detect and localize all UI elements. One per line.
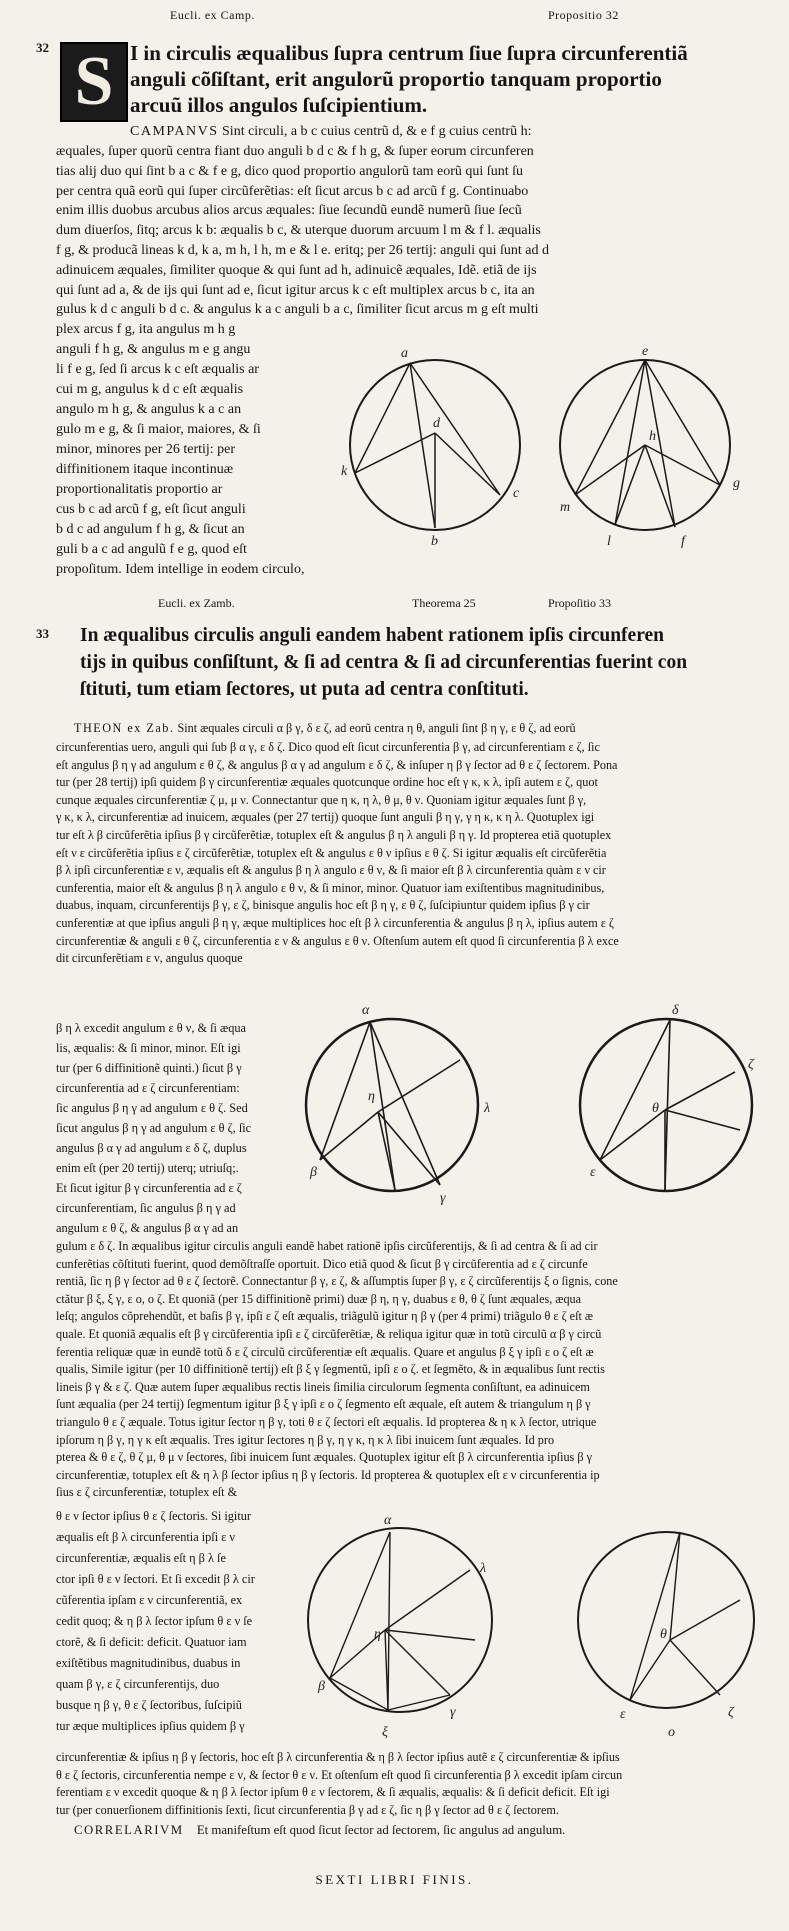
column-line: exiſtẽtibus magnitudinibus, duabus in <box>56 1656 241 1670</box>
commentary-line: circunferentiæ & ipſius η β γ ſectoris, hoc eſt β λ circunferentia & η β λ ſector ipſius autẽ ε ζ circunferentiæ & ipſius <box>56 1750 620 1764</box>
campanus-label: CAMPANVS <box>130 124 219 139</box>
fig2-label: ε <box>590 1165 596 1180</box>
fig3-label: γ <box>450 1705 456 1720</box>
fig1-label: a <box>401 346 408 361</box>
commentary-line: triangulo θ ε ζ æquale. Totus igitur ſector η β γ, toti θ ε ζ ſectori eſt æqualis. Id propterea & η κ λ ſector, utrique <box>56 1414 597 1429</box>
commentary-line: eſt ν ε circũferẽtia ipſius ε ζ circũferẽtiæ, totuplex eſt & angulus ε θ ν ipſius ε θ ζ. Si igitur æqualis eſt circũferẽtia <box>56 845 607 860</box>
column-line: tur (per 6 diffinitionẽ quinti.) ſicut β γ <box>56 1061 242 1075</box>
commentary-line: f g, & producã lineas k d, k a, m h, l h, m e & l e. eritq; per 26 tertij: anguli qui ſunt ad d <box>56 242 550 258</box>
running-head-right: Propositio 32 <box>548 8 619 22</box>
column-line: ſicut angulus β η γ ad angulum ε θ ζ, ſic <box>56 1121 252 1135</box>
column-line: β η λ excedit angulum ε θ ν, & ſi æqua <box>56 1021 246 1035</box>
fig1-label: b <box>431 534 438 549</box>
theon-commentary-2 <box>56 1238 776 1502</box>
commentary-line: lineis β γ & ε ζ. Quæ autem ſuper æqualibus rectis lineis ſimilia circulorum ſegmenta conſiſtunt, ea adinuicem <box>56 1379 590 1394</box>
column-line: quam β γ, ε ζ circunferentijs, duo <box>56 1677 220 1691</box>
enunciation-line: I in circulis æqualibus ſupra centrum ſiue ſupra circunferentiã <box>130 41 688 65</box>
column-line: cedit quoq; & η β λ ſector ipſum θ ε ν ſe <box>56 1614 253 1628</box>
commentary-line: tur (per 28 tertij) ipſi quidem β γ circunferentiæ æquales quotcunque ordine hoc eſt γ κ, κ λ, ipſi autem ε ζ, quot <box>56 775 598 790</box>
theorem-label: Theorema 25 <box>412 596 476 610</box>
theon-commentary <box>56 739 776 968</box>
commentary-line: ferentia reliquæ quæ in eundẽ totũ δ ε ζ circulũ circũferentiæ eſt æqualis. Quare et angulus β ξ γ ipſi ε ο ζ eſt æ <box>56 1344 594 1359</box>
fig3-label: ε <box>620 1707 626 1722</box>
campanus-first-line <box>130 122 532 142</box>
column-line: cũferentia ipſam ε ν circunferentiã, ex <box>56 1593 243 1607</box>
column-line: minor, minores per 26 tertij: per <box>56 442 236 457</box>
decorated-initial <box>60 42 128 122</box>
proposition-label: Propoſitio 33 <box>548 596 612 610</box>
column-line: æqualis eſt β λ circunferentia ipſi ε ν <box>56 1530 235 1544</box>
fig1-label: d <box>433 416 440 431</box>
column-line: diffinitionem itaque incontinuæ <box>56 462 234 477</box>
fig3-label: θ <box>660 1627 667 1642</box>
fig1-label: k <box>341 464 348 479</box>
fig3-label: ο <box>668 1725 675 1740</box>
column-line: Et ſicut igitur β γ circunferentia ad ε ζ <box>56 1181 242 1195</box>
commentary-line: ferentiam ε ν excedit quoque & η β λ ſector ipſum θ ε ν ſectorem, & ſi æqualis, æqualis: & ſi deficit deficit. Eſt igi <box>56 1785 610 1800</box>
commentary-line: circunferentias uero, anguli qui ſub β α γ, ε δ ζ. Dico quod eſt ſicut circunferentia β γ, ad circunferentiam ε ζ, ſic <box>56 740 600 754</box>
enunciation-line: tijs in quibus conſiſtunt, & ſi ad centra & ſi ad circunferentias fuerint con <box>80 652 688 673</box>
column-line: enim eſt (per 20 tertij) uterq; utriuſq;. <box>56 1161 239 1175</box>
theon-column-2 <box>56 1506 306 1737</box>
column-line: cus b c ad arcũ f g, eſt ſicut anguli <box>56 502 246 517</box>
enunciation-line: In æqualibus circulis anguli eandem habent rationem ipſis circunferen <box>80 625 664 646</box>
enunciation-line: anguli cõſiſtant, erit angulorũ proportio tanquam proportio <box>130 67 662 91</box>
commentary-line: cunferentiæ at que ipſius anguli β η γ, æque multiplices hoc eſt β λ circunferentia & angulus β η λ, ipſius autem ε ζ <box>56 915 614 930</box>
column-line: angulus β α γ ad angulum ε δ ζ, duplus <box>56 1141 247 1155</box>
fig3-label: β <box>318 1679 325 1694</box>
column-line: busque η β γ, θ ε ζ ſectoribus, ſuſcipiũ <box>56 1698 242 1712</box>
column-line: lis, æqualis: & ſi minor, minor. Eſt igi <box>56 1041 241 1055</box>
enunciation-32 <box>130 40 750 118</box>
proposition-number: 33 <box>36 626 49 641</box>
column-line: b d c ad angulum f h g, & ſicut an <box>56 522 245 537</box>
commentary-line: tur eſt λ β circũferẽtia ipſius β γ circũferẽtiæ, totuplex eſt & angulus β η λ anguli β η γ. Id propterea etiã quotuplex <box>56 827 612 842</box>
commentary-line: enim illis duobus arcubus alios arcus æquales: ſiue ſecundũ eundẽ numerũ ſiue ſecũ <box>56 203 522 219</box>
enunciation-line: ſtituti, tum etiam ſectores, ut puta ad centra conſtituti. <box>80 679 529 700</box>
correlarium-label: CORRELARIVM <box>74 1823 184 1837</box>
fig3-label: λ <box>480 1561 487 1576</box>
commentary-line: duabus, inquam, circunferentijs β γ, ε ζ, binisque angulis hoc eſt β η γ, ε θ ζ, ſuſcipiuntur quidem ipſius β γ cir <box>56 898 590 913</box>
commentary-line: γ κ, κ λ, circunferentiæ ad inuicem, æquales (per 27 tertij) quoque ſunt anguli β η γ, γ η κ, κ η λ. Quotuplex igi <box>56 810 595 825</box>
fig2-label: ζ <box>748 1057 754 1072</box>
fig1-label: h <box>649 429 656 444</box>
commentary-line: tias alij duo qui ſint b a c & f e g, dico quod proportio angulorũ tam eorũ qui ſunt ſu <box>56 163 523 179</box>
column-line: propoſitum. Idem intellige in eodem circulo, <box>56 562 305 577</box>
commentary-line: gulum ε δ ζ. In æqualibus igitur circulis anguli eandẽ habet rationẽ ipſis circũferentijs, & ſi ad centra & ſi ad cir <box>56 1239 598 1253</box>
correlarium-text: Et manifeſtum eſt quod ſicut ſector ad ſectorem, ſic angulus ad angulum. <box>196 1823 566 1837</box>
column-line: anguli f h g, & angulus m e g angu <box>56 342 251 357</box>
figure-prop32 <box>341 344 765 570</box>
commentary-line: dum diuerſos, ſitq; arcus k b: æqualis b c, & uterque duorum arcuum l m & f l. æqualis <box>56 223 541 239</box>
fig1-label: l <box>607 534 611 549</box>
commentary-line: ſunt æqualia (per 24 tertij) ſegmentum igitur β ξ γ ipſi ε ο ζ ſegmento eſt æquale, eſt autem & triangulum η β γ <box>56 1397 591 1412</box>
commentary-line: rentiã, ſic η β γ ſector ad θ ε ζ ſectorẽ. Connectantur β γ, ε ζ, & aſſumptis ſuper β γ, ε ζ circũferentijs ξ ο ſignis, cone <box>56 1274 618 1289</box>
commentary-line: circunferentiæ, totuplex eſt & η λ β ſector ipſius η β γ ſectoris. Id propterea & quotuplex eſt ε ν circunferentia ip <box>56 1467 600 1482</box>
fig2-label: λ <box>484 1101 491 1116</box>
theon-column-1 <box>56 1018 306 1238</box>
column-line: θ ε ν ſector ipſius θ ε ζ ſectoris. Si igitur <box>56 1509 251 1523</box>
commentary-line: cunferẽtias cõſtituti fuerint, quod demõſtraſſe oportuit. Dico etiã quod & ſicut β γ circũferentia ad ε ζ circunfe <box>56 1256 588 1271</box>
fig1-label: f <box>681 534 685 549</box>
fig3-label: α <box>384 1513 392 1528</box>
campanus-commentary <box>56 142 756 320</box>
fig2-label: θ <box>652 1101 659 1116</box>
figure-prop33-sectors <box>300 1510 760 1745</box>
fig2-label: γ <box>440 1191 446 1206</box>
fig3-label: η <box>374 1627 381 1642</box>
commentary-line: adinuicem æquales, ſimiliter quoque & qui ſunt ad h, adinuicẽ æquales, Idẽ. etiã de ijs <box>56 262 537 278</box>
commentary-line: quale. Et quoniã æqualis eſt β γ circũferentia ipſi ε ζ circũferẽtiæ, & reliqua igitur quæ in totũ circulũ α β γ circũ <box>56 1326 602 1341</box>
column-line: gulo m e g, & ſi maior, maiores, & ſi <box>56 422 261 437</box>
commentary-line: β λ ipſi circunferentiæ ε ν, æqualis eſt & angulus β η λ angulo ε θ ν, & ſi maior eſt β λ circunferentia quàm ε ν cir <box>56 863 606 878</box>
column-line: ſic angulus β η γ ad angulum ε θ ζ. Sed <box>56 1101 248 1115</box>
fig2-label: δ <box>672 1003 679 1018</box>
commentary-line: cunque æquales circunferentiæ ζ μ, μ ν. Connectantur que η κ, η λ, θ μ, θ ν. Quoniam igitur æquales ſunt β γ, <box>56 792 587 807</box>
fig2-label: η <box>368 1089 375 1104</box>
correlarium <box>74 1822 565 1840</box>
commentary-line: circunferentiæ & anguli ε θ ζ, circunferentia ε ν & angulus ε θ ν. Oſtenſum autem eſt quod ſi circunferentia β λ exce <box>56 933 619 948</box>
commentary-line: tur (per conuerſionem diffinitionis ſexti, ſicut circunferentia β γ ad ε ζ, ſic η β γ ſector ad θ ε ζ ſectorem. <box>56 1802 559 1817</box>
column-line: plex arcus f g, ita angulus m h g <box>56 322 236 337</box>
fig2-label: α <box>362 1003 370 1018</box>
fig1-label: e <box>642 344 649 359</box>
column-line: guli b a c ad angulũ f e g, quod eſt <box>56 542 247 557</box>
running-head-left: Eucli. ex Camp. <box>170 8 255 22</box>
column-line: ctorẽ, & ſi deficit: deficit. Quatuor iam <box>56 1635 247 1649</box>
commentary-line: ſius ε ζ circunferentiæ, totuplex eſt & <box>56 1485 238 1500</box>
column-line: ctor ipſi θ ε ν ſectori. Et ſi excedit β λ cir <box>56 1572 255 1586</box>
fig1-label: m <box>560 500 571 515</box>
commentary-line: æquales, ſuper quorũ centra fiant duo anguli b d c & f h g, & ſuper eorum circunferen <box>56 144 534 159</box>
commentary-line: qualis, Simile igitur (per 10 diffinitionẽ tertij) eſt β ξ γ ſegmentũ, ipſi ε ο ζ. et ſegmẽto, & in æqualibus ſunt rectis <box>56 1362 605 1377</box>
figure-prop33-angles <box>300 1000 760 1215</box>
commentary-line: cunferentia, maior eſt & angulus β η λ angulo ε θ ν, & ſi minor, minor. Quatuor iam exiſtentibus magnitudinibus, <box>56 880 605 895</box>
column-line: angulo m h g, & angulus k a c an <box>56 402 242 417</box>
commentary-line: dit circunferẽtiam ε ν, angulus quoque <box>56 951 243 966</box>
column-line: circunferentiæ, æqualis eſt η β λ ſe <box>56 1551 226 1565</box>
theon-commentary-3 <box>56 1749 776 1819</box>
commentary-line: ipſorum η β γ, η γ κ eſt æqualis. Tres igitur ſectores η β γ, η γ κ, η κ λ ſibi inuicem ſunt æquales. Id pro <box>56 1432 555 1447</box>
fig1-label: g <box>733 476 740 491</box>
column-line: circunferentiam, ſic angulus β η γ ad <box>56 1201 236 1215</box>
commentary-line: leſq; angulos cõprehendũt, et baſis β γ, ipſi ε ζ eſt æqualis, triãgulũ igitur η β γ (per 4 primi) triãgulo θ ε ζ eſt æ <box>56 1309 594 1324</box>
initial-letter: S <box>74 43 114 120</box>
fig3-label: ζ <box>728 1705 734 1720</box>
commentary-line: gulus k d c anguli b d c. & angulus k a c anguli b a c, ſimiliter ſicut arcus m g eſt multi <box>56 302 539 318</box>
theon-label: THEON ex Zab. <box>74 721 175 735</box>
enunciation-line: arcuũ illos angulos ſuſcipientium. <box>130 93 428 117</box>
column-line: circunferentia ad ε ζ circunferentiam: <box>56 1081 240 1095</box>
running-head-zamb: Eucli. ex Zamb. <box>158 596 235 610</box>
commentary-line: θ ε ζ ſectoris, circunferentia nempe ε ν, & ſector θ ε ν. Et oſtenſum eſt quod ſi circunferentia β λ excedit ipſam circun <box>56 1767 623 1782</box>
campanus-column <box>56 320 356 580</box>
column-line: proportionalitatis proportio ar <box>56 482 223 497</box>
proposition-number: 32 <box>36 40 49 55</box>
commentary-line: ctãtur β ξ, ξ γ, ε ο, ο ζ. Et quoniã (per 15 diffinitionẽ primi) duæ β η, η γ, duabus ε θ, θ ζ ſunt æquales, æqua <box>56 1291 582 1306</box>
column-line: cui m g, angulus k d c eſt æqualis <box>56 382 244 397</box>
column-line: li f e g, ſed ſi arcus k c eſt æqualis ar <box>56 362 259 377</box>
book-end-colophon: SEXTI LIBRI FINIS. <box>315 1872 474 1887</box>
commentary-line: pterea & θ ε ζ, θ ζ μ, θ μ ν ſectores, ſibi inuicem ſunt æquales. Quotuplex igitur eſt β λ circunferentia ipſius β γ <box>56 1450 592 1465</box>
campanus-first-text: Sint circuli, a b c cuius centrũ d, & e f g cuius centrũ h: <box>222 124 532 139</box>
fig2-label: β <box>310 1165 317 1180</box>
theon-first-line <box>74 720 774 738</box>
commentary-line: per centra quã eorũ qui ſuper circũferẽtias: eſt ſicut arcus b c ad arcũ f g. Continuabo <box>56 183 529 199</box>
theon-first-text: Sint æquales circuli α β γ, δ ε ζ, ad eorũ centra η θ, anguli ſint β η γ, ε θ ζ, ad eorũ <box>177 721 576 735</box>
enunciation-33 <box>80 622 770 703</box>
fig3-label: ξ <box>382 1725 388 1740</box>
column-line: tur æque multiplices ipſius quidem β γ <box>56 1719 245 1733</box>
column-line: angulum ε θ ζ, & angulus β α γ ad an <box>56 1221 239 1235</box>
circle-sectors-right <box>578 1532 754 1708</box>
commentary-line: qui ſunt ad a, & de ijs qui ſunt ad e, ſicut igitur arcus k c eſt multiplex arcus b c, ita an <box>56 282 535 298</box>
fig1-label: c <box>513 486 520 501</box>
commentary-line: eſt angulus β η γ ad angulum ε θ ζ, & angulus β α γ ad angulum ε δ ζ, & inſuper η β γ ſector ad θ ε ζ ſectorem. Pona <box>56 757 618 772</box>
